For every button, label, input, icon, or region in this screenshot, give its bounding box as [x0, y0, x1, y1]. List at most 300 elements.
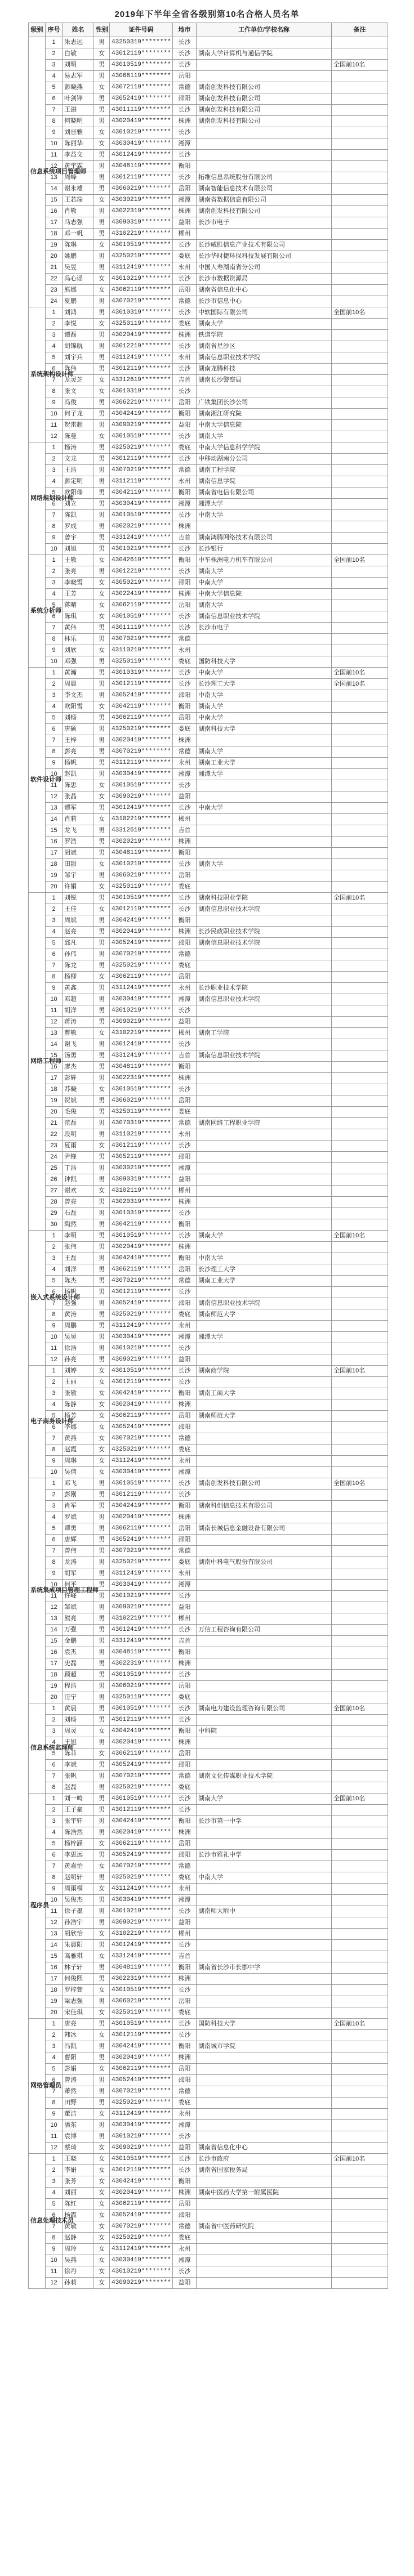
table-row	[29, 341, 388, 352]
gender-cell: 男	[94, 1287, 110, 1298]
gender-cell: 女	[94, 240, 110, 251]
city-cell: 常德	[173, 634, 197, 645]
id-number-cell: 43030419********	[110, 1895, 173, 1906]
id-number-cell: 43042619********	[110, 555, 173, 566]
row-number: 8	[46, 2233, 63, 2244]
gender-cell: 男	[94, 330, 110, 341]
row-number: 26	[46, 1174, 63, 1186]
id-number-cell: 43010519********	[110, 1231, 173, 1242]
table-row	[29, 555, 388, 566]
remark-cell	[332, 983, 388, 994]
id-number-cell: 43012119********	[110, 1805, 173, 1816]
workplace-cell	[197, 1602, 332, 1613]
gender-cell: 男	[94, 1625, 110, 1636]
table-row	[29, 1298, 388, 1309]
city-cell: 永州	[173, 1568, 197, 1580]
gender-cell: 男	[94, 1253, 110, 1264]
remark-cell	[332, 1208, 388, 1219]
row-number: 12	[46, 1602, 63, 1613]
city-cell: 邵阳	[173, 578, 197, 589]
id-number-cell: 43010219********	[110, 544, 173, 555]
table-row	[29, 2019, 388, 2030]
city-cell: 衡阳	[173, 915, 197, 927]
city-cell: 永州	[173, 1321, 197, 1332]
name-cell: 熊亮	[63, 1613, 94, 1625]
city-cell: 岳阳	[173, 184, 197, 195]
remark-cell	[332, 994, 388, 1005]
city-cell: 衡阳	[173, 1962, 197, 1974]
city-cell: 娄底	[173, 2007, 197, 2019]
table-row	[29, 1422, 388, 1433]
level-group-label: 系统架构设计师	[29, 307, 46, 442]
row-number: 23	[46, 285, 63, 296]
table-row	[29, 48, 388, 60]
gender-cell: 女	[94, 1444, 110, 1456]
id-number-cell: 43010519********	[110, 1478, 173, 1490]
workplace-cell	[197, 1985, 332, 1996]
id-number-cell: 43012219********	[110, 566, 173, 578]
row-number: 2	[46, 904, 63, 915]
remark-cell	[332, 825, 388, 837]
remark-cell	[332, 206, 388, 217]
table-row	[29, 1974, 388, 1985]
workplace-cell	[197, 972, 332, 983]
remark-cell	[332, 2052, 388, 2064]
name-cell: 张晶	[63, 791, 94, 803]
city-cell: 郴州	[173, 814, 197, 825]
remark-cell	[332, 476, 388, 488]
city-cell: 长沙	[173, 679, 197, 690]
name-cell: 苏晓	[63, 1084, 94, 1095]
city-cell: 株洲	[173, 1399, 197, 1411]
gender-cell: 女	[94, 1388, 110, 1399]
remark-cell	[332, 1084, 388, 1095]
row-number: 6	[46, 1850, 63, 1861]
table-row	[29, 2109, 388, 2120]
name-cell: 唐亮	[63, 2019, 94, 2030]
gender-cell: 女	[94, 1377, 110, 1388]
workplace-cell: 湖南信息职业技术学院	[197, 994, 332, 1005]
workplace-cell: 湖南商学院	[197, 1366, 332, 1377]
city-cell: 长沙	[173, 1366, 197, 1377]
remark-cell	[332, 960, 388, 972]
remark-cell	[332, 1805, 388, 1816]
remark-cell	[332, 589, 388, 600]
table-row	[29, 1231, 388, 1242]
name-cell: 林乐	[63, 634, 94, 645]
id-number-cell: 43312419********	[110, 1951, 173, 1962]
remark-cell	[332, 499, 388, 510]
city-cell: 长沙	[173, 803, 197, 814]
table-row	[29, 1895, 388, 1906]
gender-cell: 男	[94, 1309, 110, 1321]
city-cell: 益阳	[173, 1602, 197, 1613]
remark-cell	[332, 1197, 388, 1208]
workplace-cell: 中车株洲电力机车有限公司	[197, 555, 332, 566]
id-number-cell: 43010219********	[110, 1343, 173, 1354]
row-number: 3	[46, 1816, 63, 1827]
name-cell: 蒋晴	[63, 600, 94, 611]
id-number-cell: 43010319********	[110, 307, 173, 319]
row-number: 2	[46, 566, 63, 578]
table-row	[29, 690, 388, 701]
remark-cell	[332, 2030, 388, 2041]
remark-cell	[332, 1850, 388, 1861]
workplace-cell	[197, 2210, 332, 2221]
row-number: 9	[46, 983, 63, 994]
workplace-cell: 湖南大学	[197, 431, 332, 442]
name-cell: 杨芳	[63, 1411, 94, 1422]
gender-cell: 女	[94, 611, 110, 623]
gender-cell: 男	[94, 420, 110, 431]
gender-cell: 男	[94, 533, 110, 544]
table-header-row	[29, 23, 388, 37]
name-cell: 刘畅	[63, 1715, 94, 1726]
table-row	[29, 1467, 388, 1478]
id-number-cell: 43052419********	[110, 690, 173, 701]
table-row	[29, 904, 388, 915]
workplace-cell	[197, 915, 332, 927]
workplace-cell	[197, 1760, 332, 1771]
id-number-cell: 43010519********	[110, 780, 173, 791]
remark-cell	[332, 2266, 388, 2278]
gender-cell: 男	[94, 1095, 110, 1107]
city-cell: 永州	[173, 983, 197, 994]
workplace-cell: 湖南大学	[197, 566, 332, 578]
name-cell: 李思远	[63, 1850, 94, 1861]
results-table	[28, 23, 388, 2289]
city-cell: 长沙	[173, 1490, 197, 1501]
table-row	[29, 1602, 388, 1613]
row-number: 3	[46, 2041, 63, 2052]
gender-cell: 女	[94, 1748, 110, 1760]
gender-cell: 女	[94, 375, 110, 386]
row-number: 18	[46, 1985, 63, 1996]
gender-cell: 女	[94, 555, 110, 566]
row-number: 17	[46, 848, 63, 859]
name-cell: 刘旭	[63, 544, 94, 555]
gender-cell: 男	[94, 1850, 110, 1861]
city-cell: 吉首	[173, 1636, 197, 1647]
remark-cell	[332, 1298, 388, 1309]
row-number: 4	[46, 1264, 63, 1276]
id-number-cell: 43020419********	[110, 2052, 173, 2064]
remark-cell	[332, 1985, 388, 1996]
gender-cell: 女	[94, 2030, 110, 2041]
name-cell: 史磊	[63, 1658, 94, 1670]
column-header: 级别	[29, 23, 46, 37]
gender-cell: 女	[94, 1028, 110, 1039]
name-cell: 王磊	[63, 1253, 94, 1264]
id-number-cell: 43062119********	[110, 285, 173, 296]
remark-cell	[332, 1861, 388, 1872]
row-number: 9	[46, 533, 63, 544]
id-number-cell: 43070219********	[110, 949, 173, 960]
remark-cell	[332, 352, 388, 364]
workplace-cell: 湖南信息职业技术学院	[197, 352, 332, 364]
gender-cell: 男	[94, 521, 110, 533]
row-number: 10	[46, 409, 63, 420]
city-cell: 永州	[173, 262, 197, 274]
table-row	[29, 1985, 388, 1996]
table-row	[29, 1625, 388, 1636]
workplace-cell: 湖南省长沙市长郡中学	[197, 1962, 332, 1974]
table-row	[29, 1050, 388, 1062]
city-cell: 邵阳	[173, 1760, 197, 1771]
table-row	[29, 1906, 388, 1917]
row-number: 1	[46, 307, 63, 319]
row-number: 5	[46, 713, 63, 724]
id-number-cell: 43010519********	[110, 2019, 173, 2030]
workplace-cell	[197, 1940, 332, 1951]
city-cell: 常德	[173, 1771, 197, 1782]
workplace-cell: 湖南信息学院	[197, 476, 332, 488]
remark-cell	[332, 623, 388, 634]
remark-cell	[332, 1535, 388, 1546]
remark-cell	[332, 1456, 388, 1467]
row-number: 4	[46, 1399, 63, 1411]
remark-cell	[332, 578, 388, 589]
city-cell: 益阳	[173, 1017, 197, 1028]
name-cell: 李文杰	[63, 690, 94, 701]
id-number-cell: 43030419********	[110, 138, 173, 150]
city-cell: 永州	[173, 352, 197, 364]
workplace-cell	[197, 1861, 332, 1872]
gender-cell: 男	[94, 1174, 110, 1186]
name-cell: 袁杰	[63, 1647, 94, 1658]
id-number-cell: 43012419********	[110, 1625, 173, 1636]
row-number: 25	[46, 1163, 63, 1174]
table-row	[29, 2233, 388, 2244]
remark-cell	[332, 2176, 388, 2188]
id-number-cell: 43010219********	[110, 274, 173, 285]
gender-cell: 男	[94, 116, 110, 127]
id-number-cell: 43042419********	[110, 1726, 173, 1737]
remark-cell	[332, 915, 388, 927]
row-number: 6	[46, 949, 63, 960]
gender-cell: 男	[94, 566, 110, 578]
workplace-cell	[197, 1568, 332, 1580]
remark-cell	[332, 2143, 388, 2154]
remark-cell	[332, 533, 388, 544]
id-number-cell: 43022419********	[110, 589, 173, 600]
id-number-cell: 43062119********	[110, 2064, 173, 2075]
gender-cell: 男	[94, 2041, 110, 2052]
remark-cell	[332, 1118, 388, 1129]
table-row	[29, 2199, 388, 2210]
row-number: 12	[46, 2143, 63, 2154]
name-cell: 吴倩	[63, 1467, 94, 1478]
workplace-cell	[197, 735, 332, 746]
remark-cell: 全国前10名	[332, 1231, 388, 1242]
gender-cell: 女	[94, 2154, 110, 2165]
gender-cell: 男	[94, 870, 110, 882]
table-row	[29, 319, 388, 330]
remark-cell	[332, 1737, 388, 1748]
workplace-cell	[197, 1433, 332, 1444]
id-number-cell: 43020419********	[110, 1737, 173, 1748]
level-group-label: 系统集成项目管理工程师	[29, 1478, 46, 1703]
table-row	[29, 1805, 388, 1816]
row-number: 22	[46, 274, 63, 285]
remark-cell	[332, 1591, 388, 1602]
table-row	[29, 837, 388, 848]
workplace-cell: 湖南省星沙区	[197, 341, 332, 352]
table-row	[29, 420, 388, 431]
row-number: 27	[46, 1186, 63, 1197]
gender-cell: 女	[94, 859, 110, 870]
row-number: 13	[46, 803, 63, 814]
row-number: 21	[46, 1118, 63, 1129]
row-number: 18	[46, 859, 63, 870]
workplace-cell	[197, 1535, 332, 1546]
workplace-cell	[197, 1287, 332, 1298]
id-number-cell: 43250219********	[110, 1309, 173, 1321]
id-number-cell: 43010219********	[110, 1005, 173, 1017]
id-number-cell: 43062119********	[110, 2199, 173, 2210]
row-number: 6	[46, 499, 63, 510]
gender-cell: 男	[94, 454, 110, 465]
remark-cell	[332, 1095, 388, 1107]
row-number: 13	[46, 1028, 63, 1039]
gender-cell: 男	[94, 465, 110, 476]
table-row	[29, 1118, 388, 1129]
row-number: 12	[46, 431, 63, 442]
name-cell: 杨柳	[63, 972, 94, 983]
name-cell: 石磊	[63, 1208, 94, 1219]
row-number: 2	[46, 679, 63, 690]
name-cell: 李悦	[63, 319, 94, 330]
id-number-cell: 43010519********	[110, 1703, 173, 1715]
id-number-cell: 43112419********	[110, 352, 173, 364]
workplace-cell: 长沙市信息中心	[197, 296, 332, 307]
city-cell: 株洲	[173, 1737, 197, 1748]
name-cell: 赵凯	[63, 769, 94, 780]
gender-cell: 男	[94, 713, 110, 724]
table-row	[29, 352, 388, 364]
remark-cell	[332, 2188, 388, 2199]
remark-cell	[332, 1681, 388, 1692]
gender-cell: 女	[94, 1411, 110, 1422]
row-number: 10	[46, 1580, 63, 1591]
id-number-cell: 43042419********	[110, 915, 173, 927]
table-row	[29, 2221, 388, 2233]
row-number: 7	[46, 105, 63, 116]
workplace-cell	[197, 1005, 332, 1017]
table-row	[29, 1095, 388, 1107]
id-number-cell: 43062119********	[110, 972, 173, 983]
gender-cell: 男	[94, 837, 110, 848]
row-number: 20	[46, 1692, 63, 1703]
name-cell: 张宇轩	[63, 1816, 94, 1827]
id-number-cell: 43060219********	[110, 1095, 173, 1107]
id-number-cell: 43062119********	[110, 1748, 173, 1760]
row-number: 19	[46, 1996, 63, 2007]
city-cell: 长沙	[173, 240, 197, 251]
gender-cell: 女	[94, 1726, 110, 1737]
table-row	[29, 1726, 388, 1737]
name-cell: 何晓明	[63, 116, 94, 127]
table-row	[29, 217, 388, 229]
row-number: 5	[46, 2199, 63, 2210]
table-row	[29, 859, 388, 870]
workplace-cell: 湖南鸿腾网络技术有限公司	[197, 533, 332, 544]
city-cell: 长沙	[173, 1715, 197, 1726]
city-cell: 娄底	[173, 1444, 197, 1456]
table-row	[29, 431, 388, 442]
row-number: 9	[46, 645, 63, 656]
city-cell: 郴州	[173, 1028, 197, 1039]
id-number-cell: 43090319********	[110, 1174, 173, 1186]
city-cell: 湘潭	[173, 994, 197, 1005]
city-cell: 永州	[173, 476, 197, 488]
workplace-cell	[197, 1512, 332, 1523]
name-cell: 陈杰	[63, 1276, 94, 1287]
id-number-cell: 43012119********	[110, 364, 173, 375]
table-row	[29, 1861, 388, 1872]
city-cell: 株洲	[173, 521, 197, 533]
id-number-cell: 43010319********	[110, 668, 173, 679]
level-group-label: 系统分析师	[29, 555, 46, 668]
name-cell: 朱志远	[63, 37, 94, 48]
gender-cell: 男	[94, 1647, 110, 1658]
remark-cell	[332, 1827, 388, 1839]
id-number-cell: 43010519********	[110, 611, 173, 623]
level-group-label: 电子商务设计师	[29, 1366, 46, 1478]
row-number: 9	[46, 1321, 63, 1332]
workplace-cell: 长沙市数据资源局	[197, 274, 332, 285]
table-row	[29, 1839, 388, 1850]
gender-cell: 男	[94, 893, 110, 904]
workplace-cell	[197, 1591, 332, 1602]
id-number-cell: 43112419********	[110, 983, 173, 994]
id-number-cell: 43102219********	[110, 1929, 173, 1940]
gender-cell: 男	[94, 1962, 110, 1974]
name-cell: 张帆	[63, 1771, 94, 1782]
table-row	[29, 780, 388, 791]
row-number: 19	[46, 240, 63, 251]
name-cell: 钟凯	[63, 1174, 94, 1186]
id-number-cell: 43070219********	[110, 746, 173, 758]
row-number: 3	[46, 690, 63, 701]
city-cell: 湘潭	[173, 1580, 197, 1591]
city-cell: 湘潭	[173, 138, 197, 150]
table-row	[29, 668, 388, 679]
workplace-cell	[197, 1095, 332, 1107]
gender-cell: 男	[94, 1354, 110, 1366]
workplace-cell	[197, 1839, 332, 1850]
workplace-cell: 湖南科技职业学院	[197, 893, 332, 904]
remark-cell	[332, 1343, 388, 1354]
id-number-cell: 43030219********	[110, 195, 173, 206]
id-number-cell: 43062119********	[110, 1411, 173, 1422]
table-row	[29, 972, 388, 983]
city-cell: 益阳	[173, 2278, 197, 2289]
table-row	[29, 1062, 388, 1073]
city-cell: 娄底	[173, 1557, 197, 1568]
row-number: 8	[46, 521, 63, 533]
name-cell: 邹斌	[63, 1602, 94, 1613]
row-number: 2	[46, 1715, 63, 1726]
gender-cell: 男	[94, 1501, 110, 1512]
row-number: 23	[46, 1141, 63, 1152]
table-row	[29, 364, 388, 375]
name-cell: 文龙	[63, 454, 94, 465]
id-number-cell: 43250119********	[110, 2007, 173, 2019]
name-cell: 曾伟	[63, 1546, 94, 1557]
id-number-cell: 43250219********	[110, 1872, 173, 1884]
table-row	[29, 1433, 388, 1444]
